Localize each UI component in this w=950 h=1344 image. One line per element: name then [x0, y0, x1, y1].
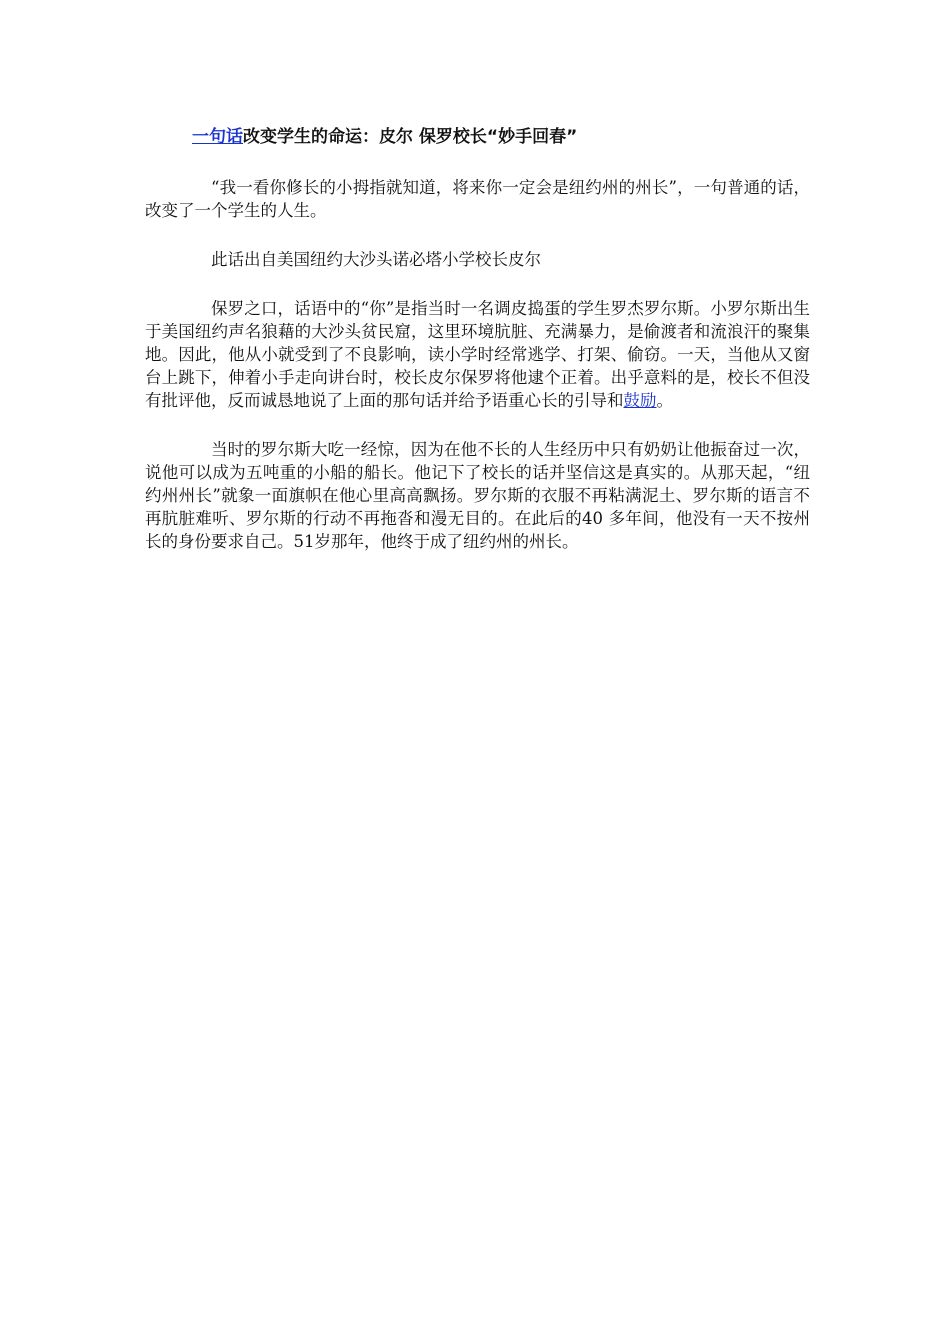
title-text: 改变学生的命运：皮尔 保罗校长“妙手回春” — [243, 127, 578, 147]
encourage-link[interactable]: 鼓励 — [623, 391, 657, 410]
paragraph-story-text: 保罗之口，话语中的“你”是指当时一名调皮捣蛋的学生罗杰罗尔斯。小罗尔斯出生于美国纽约声名狼藉的大沙头贫民窟，这里环境肮脏、充满暴力，是偷渡者和流浪汗的聚集地。因此，他从小就受到了不良影响，读小学时经常逃学、打架、偷窃。一天，当他从又窗台上跳下，伸着小手走向讲台时，校长皮尔保罗将他逮个正着。出乎意料的是，校长不但没有批评他，反而诚恳地说了上面的那句话并给予语重心长的引导和 — [145, 299, 810, 410]
paragraph-story — [145, 297, 810, 412]
title-link[interactable]: 一句话 — [192, 127, 243, 147]
paragraph-story-end: 。 — [656, 391, 673, 410]
paragraph-outcome: 当时的罗尔斯大吃一经惊，因为在他不长的人生经历中只有奶奶让他振奋过一次，说他可以成为五吨重的小船的船长。他记下了校长的话并坚信这是真实的。从那天起，“纽约州州长”就象一面旗帜在他心里高高飘扬。罗尔斯的衣服不再粘满泥土、罗尔斯的语言不再肮脏难听、罗尔斯的行动不再拖沓和漫无目的。在此后的40 多年间，他没有一天不按州长的身份要求自己。51岁那年，他终于成了纽约州的州长。 — [145, 440, 810, 551]
paragraph-source: 此话出自美国纽约大沙头诺必塔小学校长皮尔 — [211, 250, 541, 269]
document-title — [145, 124, 810, 150]
document-page — [145, 124, 810, 579]
paragraph-quote: “我一看你修长的小拇指就知道，将来你一定会是纽约州的州长”，一句普通的话，改变了一个学生的人生。 — [145, 178, 810, 220]
